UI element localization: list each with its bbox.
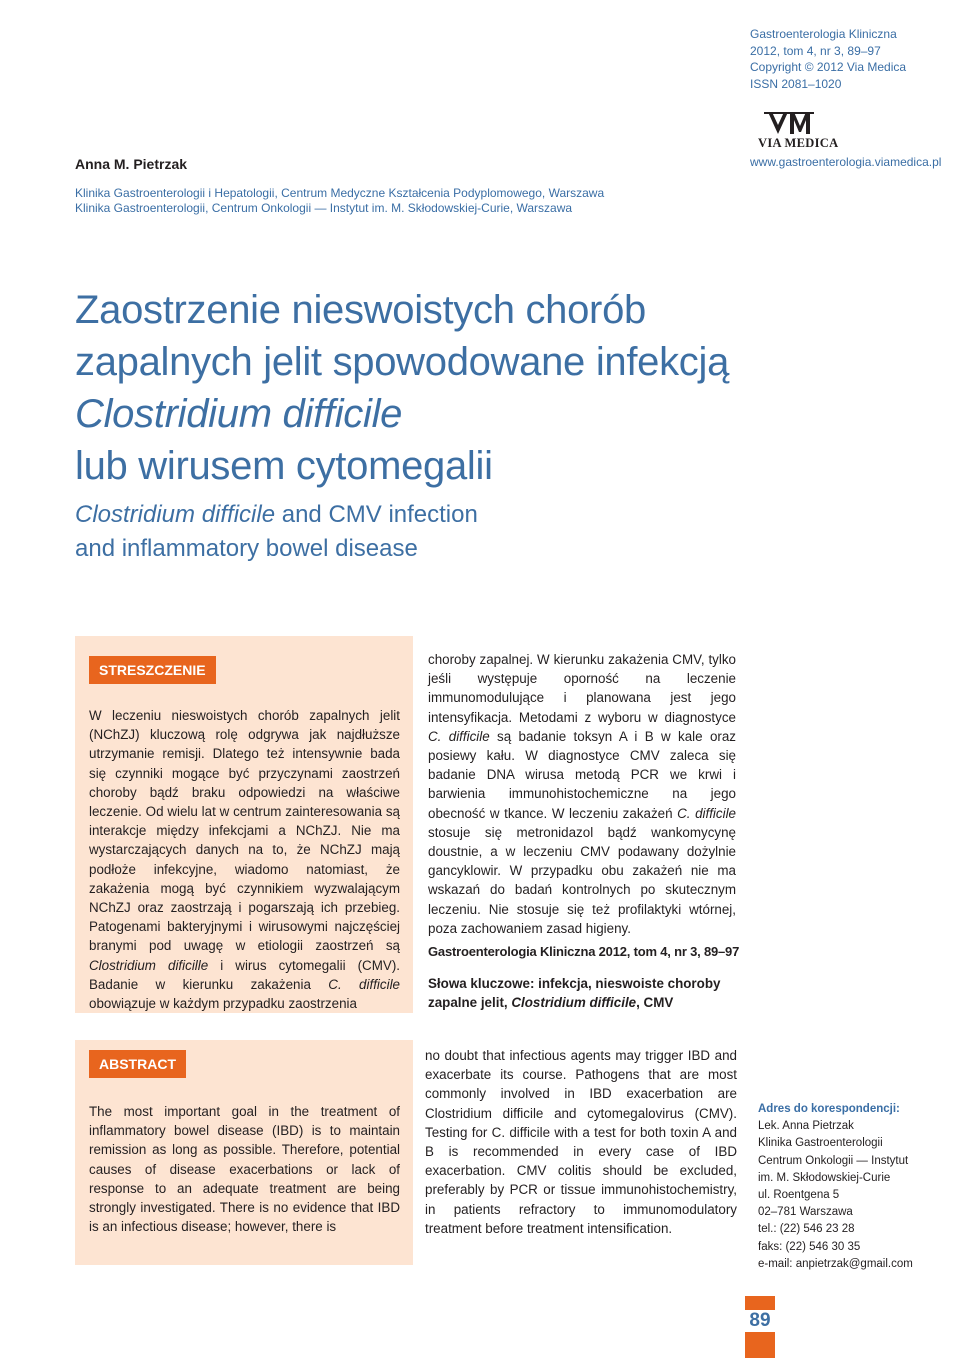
journal-volume: 2012, tom 4, nr 3, 89–97 [750, 43, 881, 58]
pl-right-a: choroby zapalnej. W kierunku zakażenia CMV, tylko jeśli występuje oporność na leczenie immunomodulujące i planowana jest jego intensyfikacja. Metodami z wyboru w diagnostyce [428, 652, 736, 725]
affiliation-1: Klinika Gastroenterologii i Hepatologii, Centrum Medyczne Kształcenia Podyplomowego, Warszawa [75, 186, 605, 200]
publisher-name: VIA MEDICA [758, 136, 839, 150]
subtitle-line-1 [75, 498, 775, 532]
journal-info [750, 26, 950, 92]
journal-name: Gastroenterologia Kliniczna [750, 27, 897, 41]
article-title [75, 284, 775, 492]
correspondence [758, 1101, 958, 1273]
affiliation-2: Klinika Gastroenterologii, Centrum Onkologii — Instytut im. M. Skłodowskiej-Curie, Warszawa [75, 201, 573, 215]
abstract-heading: ABSTRACT [89, 1050, 186, 1078]
article-subtitle [75, 498, 775, 566]
pl-text-b: Clostridium dificille [89, 957, 209, 973]
pl-right-e: stosuje się metronidazol bądź wankomycynę doustnie, a w leczeniu CMV podawany dożylnie gancyklowir. W przypadku obu zakażeń nie ma wskazań do badań kontrolnych po skutecznym leczeniu. Nie stosuje się też profilaktyki wtórnej, poza zachowaniem zasad higieny. [428, 824, 736, 936]
subtitle-rest: and CMV infection [275, 501, 478, 528]
title-line-1: Zaostrzenie nieswoistych chorób [75, 288, 646, 332]
correspondence-line: ul. Roentgena 5 [758, 1189, 840, 1202]
correspondence-line: tel.: (22) 546 23 28 [758, 1223, 855, 1236]
correspondence-line: Centrum Onkologii — Instytut [758, 1154, 909, 1167]
correspondence-heading: Adres do korespondencji: [758, 1103, 900, 1115]
abstract-right-column: no doubt that infectious agents may trigger IBD and exacerbate its course. Pathogens that are most commonly involved in IBD exacerbation are Clostridium difficile and cytomegalovirus (CMV). Testing for C. difficile with a test for both toxin A and B is recommended in every case of IBD exacerbation. CMV colitis should be excluded, preferably by PCR or tissue immunohistochemistry, in patients refractory to immunomodulatory treatment before treatment intensification. [425, 1048, 737, 1236]
author-name: Anna M. Pietrzak [75, 156, 188, 172]
journal-website[interactable]: www.gastroenterologia.viamedica.pl [750, 155, 942, 169]
correspondence-line: faks: (22) 546 30 35 [758, 1240, 861, 1253]
subtitle-italic: Clostridium difficile [75, 501, 276, 528]
pl-right-d: C. difficile [677, 805, 736, 821]
keywords [428, 974, 736, 1012]
streszczenie-heading: STRESZCZENIE [89, 656, 216, 684]
pl-text-e: obowiązuje w każdym przypadku zaostrzenia [89, 996, 357, 1012]
citation: Gastroenterologia Kliniczna 2012, tom 4, nr 3, 89–97 [428, 944, 740, 959]
pl-text-a: W leczeniu nieswoistych chorób zapalnych jelit (NChZJ) kluczową rolę odgrywa jak najdłuższe utrzymanie remisji. Dlatego też intensywnie bada się czynniki mogące być przyczynami zaostrzeń choroby bądź braku odpowiedzi na właściwe leczenie. Od wielu lat w centrum zainteresowania są interakcje między infekcjami a NChZJ. Nie ma wystarczających danych na to, że NChZJ mają podłoże infekcyjne, wiadomo natomiast, że zakażenia mogą być czynnikiem wyzwalającym NChZJ oraz zaostrzają i pogarszają ich przebieg. Patogenami bakteryjnymi i wirusowymi najczęściej branymi pod uwagę w etiologii zaostrzeń są [89, 708, 400, 954]
streszczenie-right-column [428, 650, 736, 938]
streszczenie-left-column [89, 706, 400, 1013]
correspondence-line: 02–781 Warszawa [758, 1206, 853, 1219]
subtitle-line-2: and inflammatory bowel disease [75, 535, 418, 562]
pl-right-b: C. difficile [428, 728, 490, 744]
pl-text-c: i wirus cytomegalii (CMV). Badanie w kierunku zakażenia [89, 957, 400, 992]
title-line-3: Clostridium difficile [75, 392, 403, 436]
journal-copyright: Copyright © 2012 Via Medica [750, 60, 907, 74]
correspondence-email[interactable]: e-mail: anpietrzak@gmail.com [758, 1257, 913, 1270]
correspondence-line: Lek. Anna Pietrzak [758, 1120, 854, 1133]
correspondence-line: Klinika Gastroenterologii [758, 1137, 883, 1150]
title-line-2: zapalnych jelit spowodowane infekcją [75, 340, 730, 384]
pl-right-c: są badanie toksyn A i B w kale oraz posiewy kału. W diagnostyce CMV zaleca się badanie DNA wirusa metodą PCR we krwi i barwienia immunohistochemiczne na jego obecność w tkance. W leczeniu zakażeń [428, 728, 736, 821]
keywords-c: , CMV [636, 995, 674, 1010]
affiliations [75, 186, 604, 216]
abstract-left-column: The most important goal in the treatment of inflammatory bowel disease (IBD) is to maintain remission as long as possible. Therefore, potential causes of disease exacerbations or lack of response to an adequate treatment are being strongly investigated. There is no evidence that IBD is an infectious disease; however, there is [89, 1104, 400, 1235]
title-line-4: lub wirusem cytomegalii [75, 444, 493, 488]
page-number: 89 [745, 1310, 775, 1332]
pl-text-d: C. difficile [328, 976, 400, 992]
correspondence-line: im. M. Skłodowskiej-Curie [758, 1171, 891, 1184]
keywords-b: Clostridium difficile [511, 995, 637, 1010]
keywords-a: Słowa kluczowe: infekcja, nieswoiste choroby zapalne jelit, [428, 976, 721, 1010]
journal-issn: ISSN 2081–1020 [750, 76, 842, 91]
